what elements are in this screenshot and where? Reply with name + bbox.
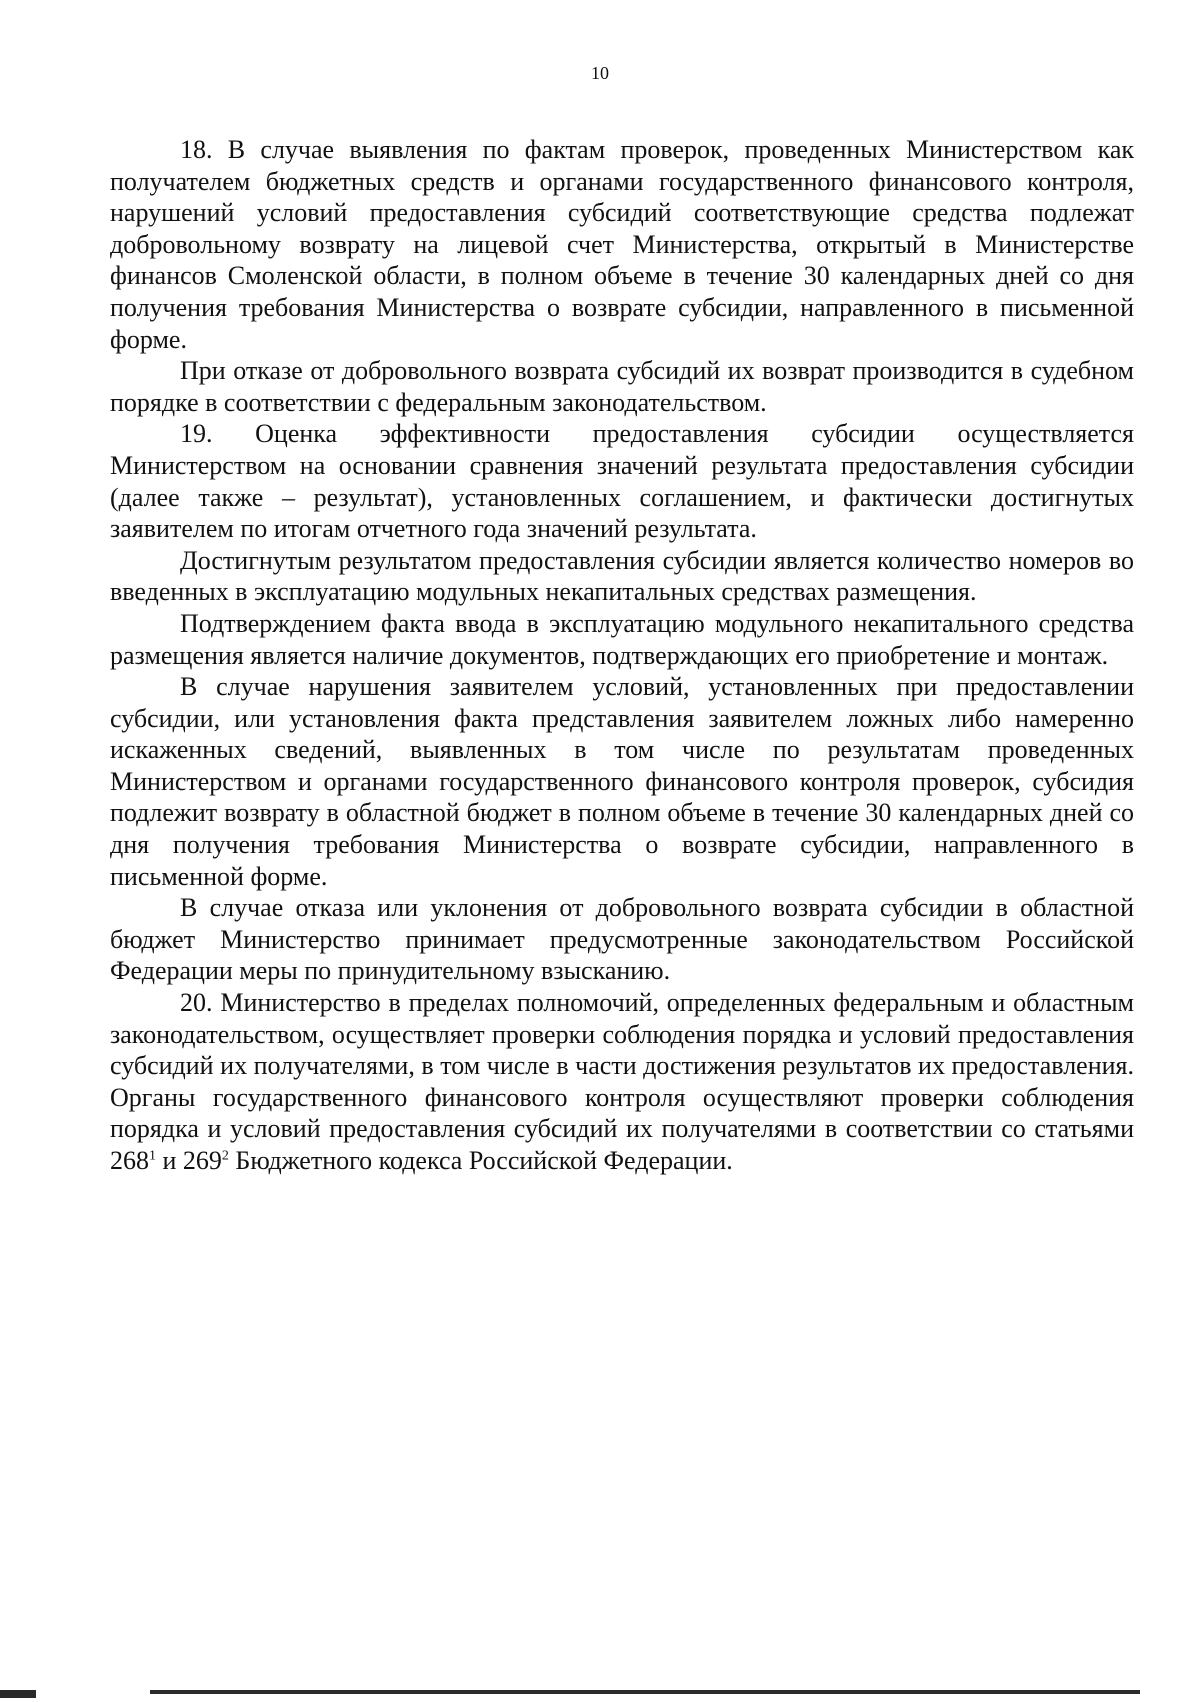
paragraph-violation: В случае нарушения заявителем условий, установленных при предоставлении субсидии, или установления факта представления заявителем ложных либо намеренно искаженных сведений, выявленных в том числе по результатам проведенных Министерством и органами государственного финансового контроля проверок, субсидия подлежит возврату в областной бюджет в полном объеме в течение 30 календарных дней со дня получения требования Министерства о возврате субсидии, направленного в письменной форме. (110, 672, 1134, 891)
paragraph-18: 18. В случае выявления по фактам проверок, проведенных Министерством как получателем бюджетных средств и органами государственного финансового контроля, нарушений условий предоставления субсидий соответствующие средства подлежат добровольному возврату на лицевой счет Министерства, открытый в Министерстве финансов Смоленской области, в полном объеме в течение 30 календарных дней со дня получения требования Министерства о возврате субсидии, направленного в письменной форме. (110, 135, 1134, 354)
paragraph-20-text-3: Бюджетного кодекса Российской Федерации. (228, 1146, 733, 1175)
superscript-268: 1 (149, 1148, 156, 1164)
paragraph-20-text-1: 20. Министерство в пределах полномочий, определенных федеральным и областным законодательством, осуществляет проверки соблюдения порядка и условий предоставления субсидий их получателями, в том числе в части достижения результатов их предоставления. Органы государственного финансового контроля осуществляют проверки соблюдения порядка и условий предоставления субсидий их получателями в соответствии со статьями 268 (110, 988, 1134, 1175)
paragraph-20-text-2: и 269 (156, 1146, 222, 1175)
scan-bottom-line (150, 1690, 1140, 1694)
paragraph-20 (110, 987, 1134, 1177)
paragraph-enforcement: В случае отказа или уклонения от добровольного возврата субсидии в областной бюджет Министерство принимает предусмотренные законодательством Российской Федерации меры по принудительному взысканию. (110, 893, 1134, 986)
paragraph-result: Достигнутым результатом предоставления субсидии является количество номеров во введенных в эксплуатацию модульных некапитальных средствах размещения. (110, 545, 1134, 607)
paragraph-confirmation: Подтверждением факта ввода в эксплуатацию модульного некапитального средства размещения является наличие документов, подтверждающих его приобретение и монтаж. (110, 608, 1134, 670)
paragraph-19: 19. Оценка эффективности предоставления субсидии осуществляется Министерством на основании сравнения значений результата предоставления субсидии (далее также – результат), установленных соглашением, и фактически достигнутых заявителем по итогам отчетного года значений результата. (110, 419, 1134, 544)
scan-edge-mark (0, 1690, 36, 1698)
superscript-269: 2 (221, 1148, 229, 1164)
paragraph-refusal-court: При отказе от добровольного возврата субсидий их возврат производится в судебном порядке в соответствии с федеральным законодательством. (110, 356, 1134, 417)
page-number: 10 (591, 63, 609, 83)
document-body (110, 134, 1134, 1177)
